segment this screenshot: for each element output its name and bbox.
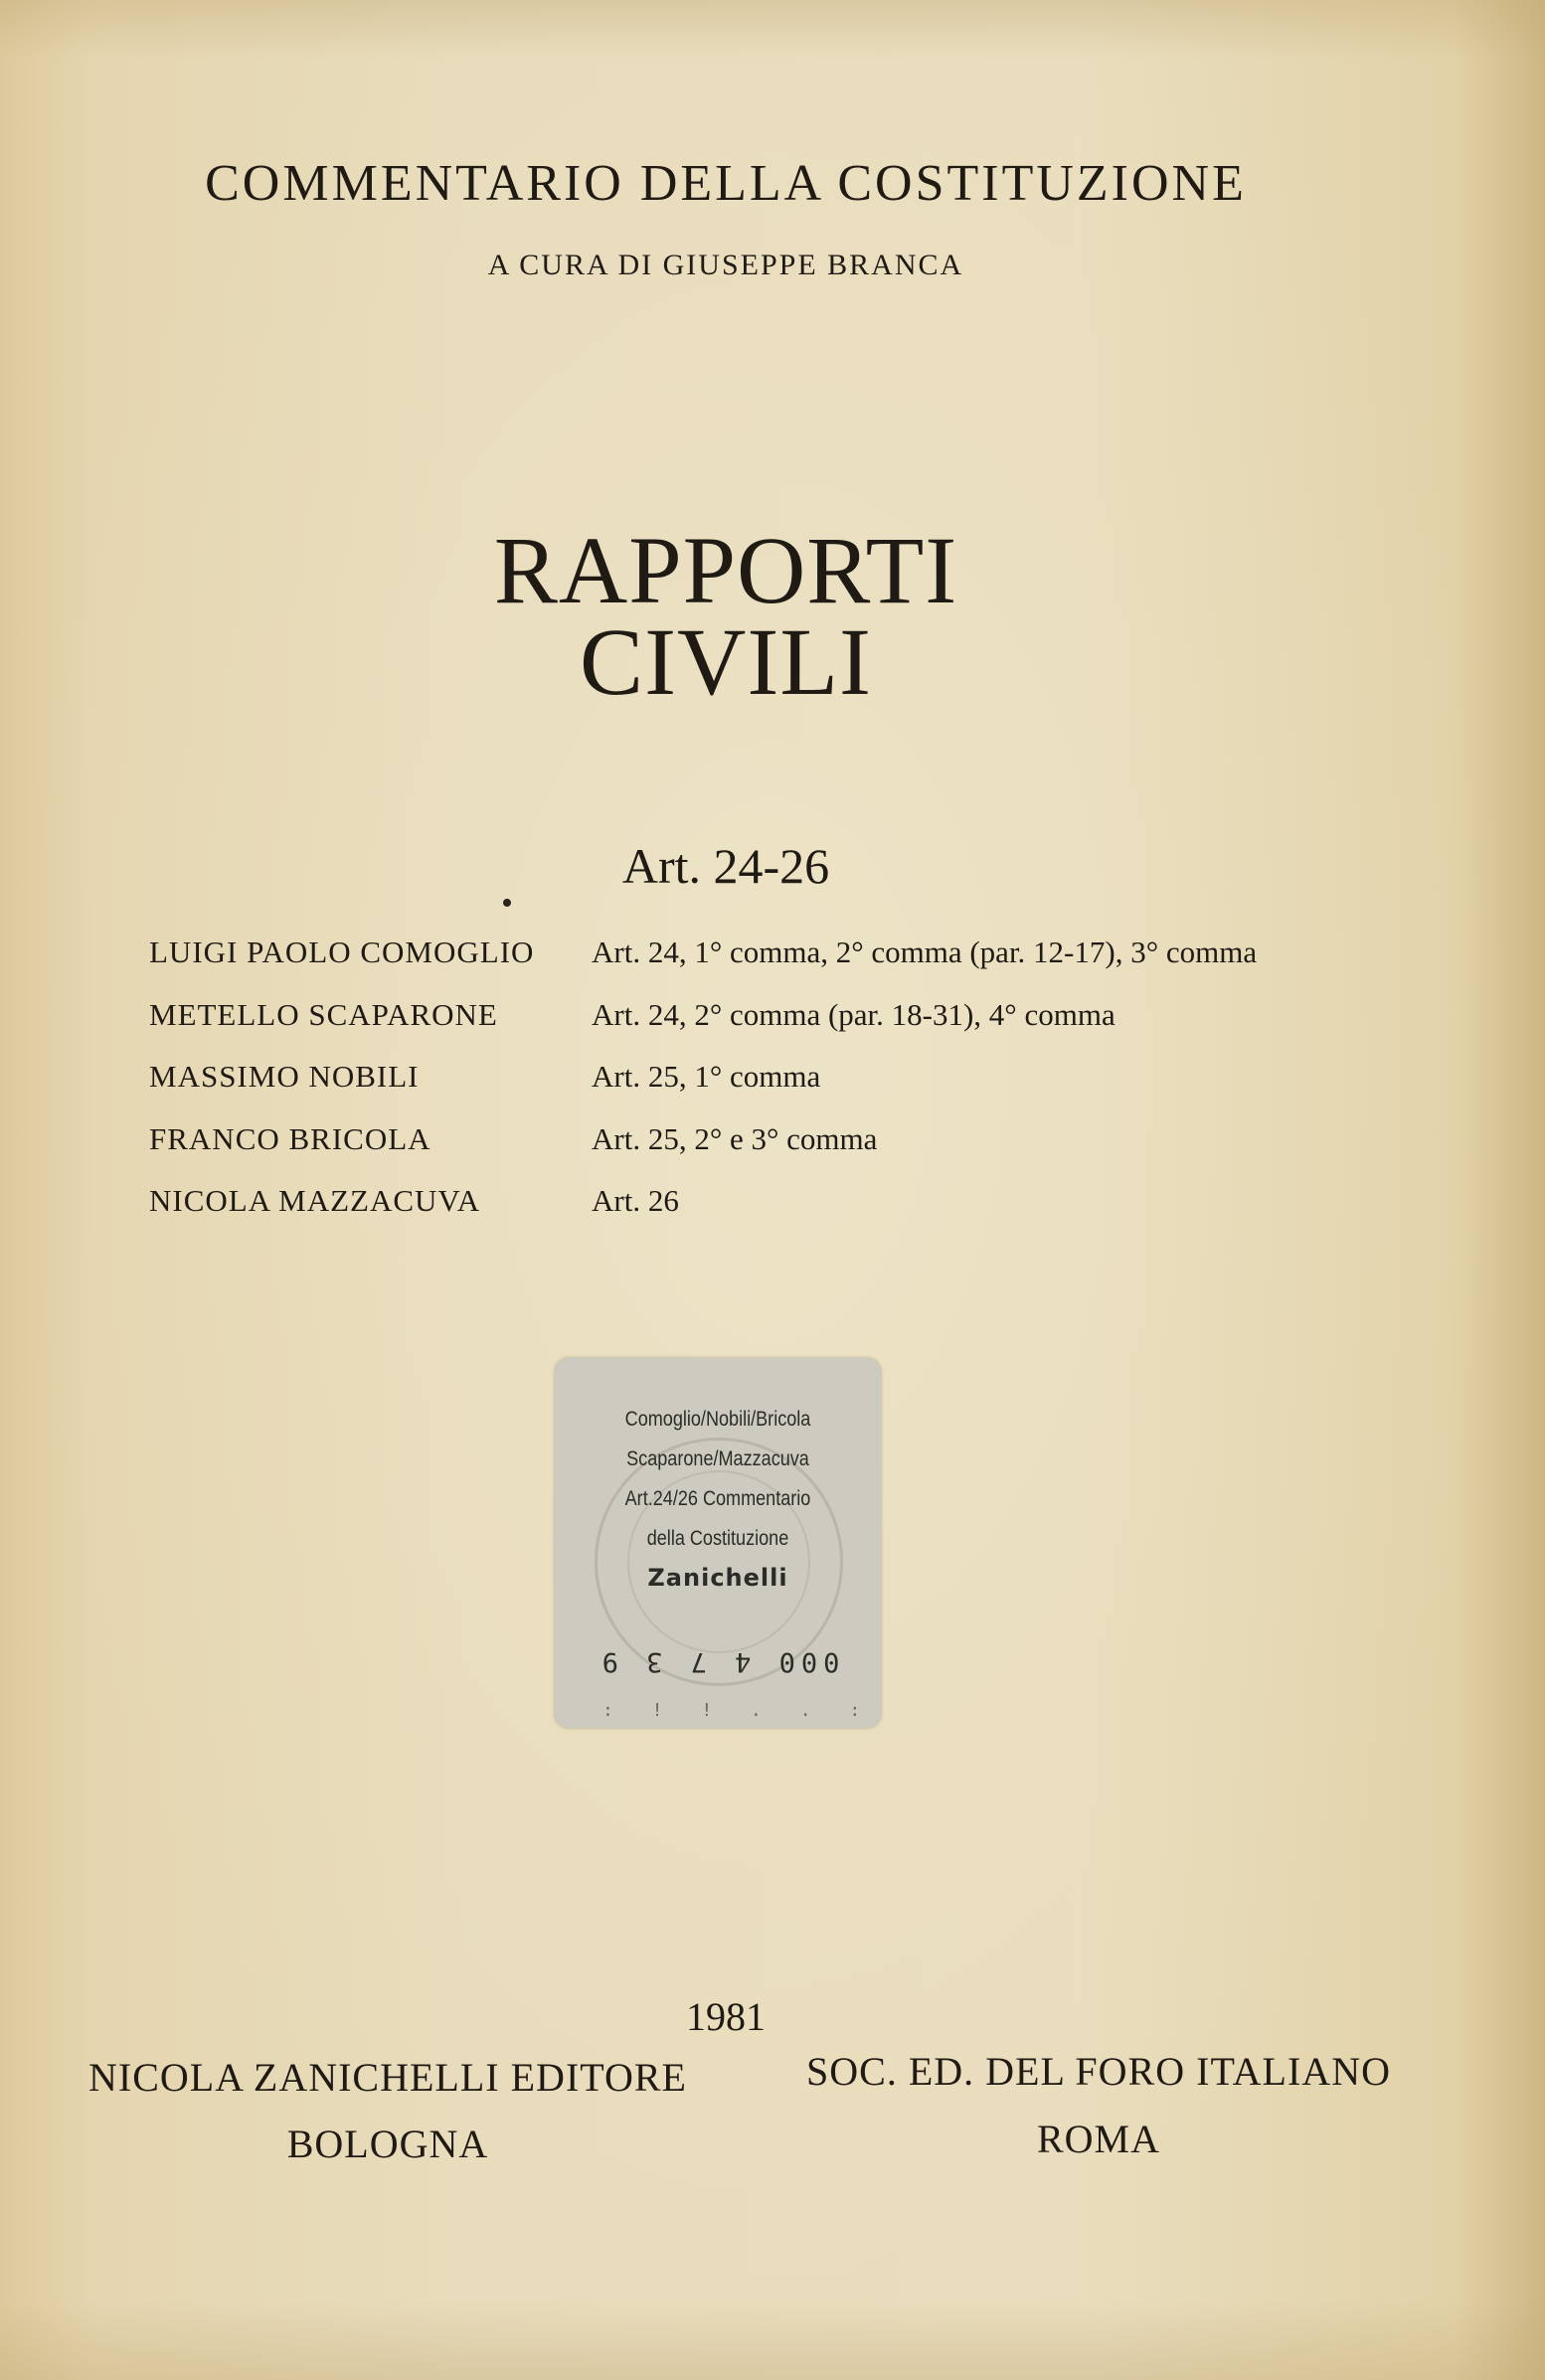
editor-line: A CURA DI GIUSEPPE BRANCA: [487, 249, 964, 281]
sticker-authors-line-2: Scaparone/Mazzacuva: [626, 1447, 809, 1470]
sticker-title-line-1: Art.24/26 Commentario: [624, 1487, 811, 1510]
book-title-line-2: CIVILI: [580, 608, 872, 715]
author-row: [149, 1121, 1392, 1184]
author-row: [149, 935, 1392, 997]
publisher-left-name: NICOLA ZANICHELLI EDITORE: [88, 2055, 687, 2100]
author-name: FRANCO BRICOLA: [149, 1120, 431, 1156]
author-row: [149, 1059, 1392, 1121]
author-name: MASSIMO NOBILI: [149, 1059, 420, 1094]
book-title: [0, 517, 1452, 715]
sticker-code: 000 4 7 3 9: [596, 1646, 840, 1677]
page-shading-top: [0, 0, 1545, 60]
publisher-left-city: BOLOGNA: [286, 2122, 489, 2166]
series-title: COMMENTARIO DELLA COSTITUZIONE: [205, 155, 1247, 212]
articles-range: Art. 24-26: [621, 838, 830, 894]
publisher-right-city: ROMA: [1036, 2117, 1161, 2161]
author-articles: Art. 24, 1° comma, 2° comma (par. 12-17), 3° comma: [592, 935, 1258, 969]
author-row: [149, 997, 1392, 1060]
author-articles: Art. 26: [592, 1183, 679, 1218]
author-articles: Art. 24, 2° comma (par. 18-31), 4° comma: [592, 996, 1116, 1032]
book-title-line-1: RAPPORTI: [493, 517, 958, 623]
author-row: [149, 1183, 1392, 1246]
author-name: METELLO SCAPARONE: [149, 996, 498, 1032]
sticker-tick-marks: : ! ! . . :: [602, 1700, 875, 1721]
sticker-authors-line-1: Comoglio/Nobili/Bricola: [624, 1408, 811, 1431]
publisher-sticker: [555, 1358, 881, 1728]
sticker-brand: Zanichelli: [647, 1564, 788, 1592]
sticker-title-line-2: della Costituzione: [646, 1527, 789, 1550]
author-list: [149, 935, 1392, 1246]
publication-year: 1981: [686, 1994, 766, 2039]
author-name: LUIGI PAOLO COMOGLIO: [149, 935, 535, 969]
author-articles: Art. 25, 1° comma: [592, 1059, 821, 1094]
publisher-right-name: SOC. ED. DEL FORO ITALIANO: [806, 2049, 1391, 2094]
printed-dot: [503, 899, 511, 907]
author-articles: Art. 25, 2° e 3° comma: [592, 1120, 878, 1156]
page-shading-bottom: [0, 2300, 1545, 2380]
author-name: NICOLA MAZZACUVA: [149, 1183, 481, 1218]
